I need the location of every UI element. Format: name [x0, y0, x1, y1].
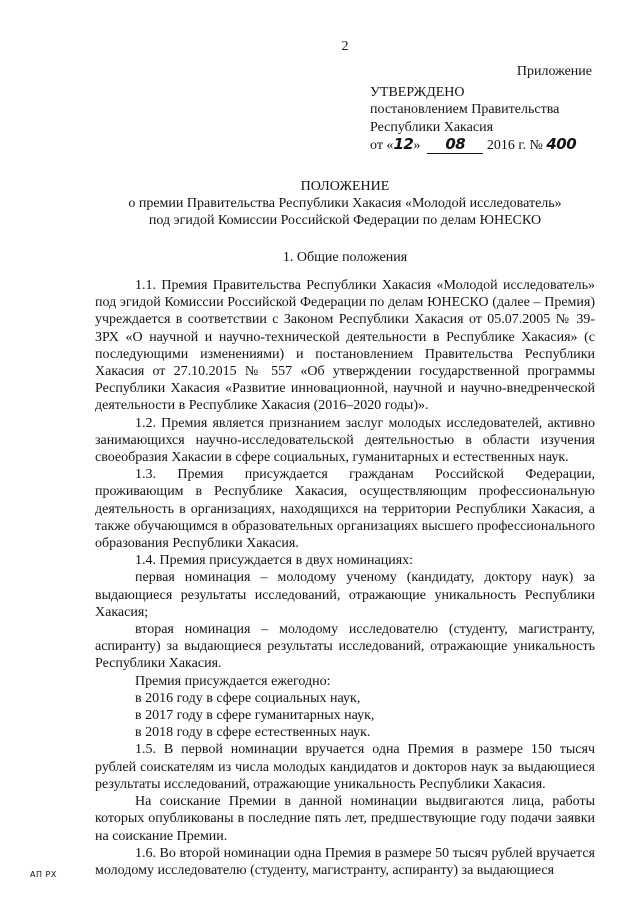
footer-code: АП РХ: [30, 870, 57, 879]
paragraph-1-4: 1.4. Премия присуждается в двух номинациях:: [135, 553, 414, 569]
paragraph-1-3: 1.3. Премия присуждается гражданам Российской Федерации, проживающим в Республике Хакасия, осуществляющим профессиональную деятельность в организациях, находящихся на территории Республики Хакасия, а также обучающимся в образовательных организациях высшего профессионального образования Республики Хакасия.: [95, 467, 595, 552]
date-mid: »: [413, 137, 421, 153]
title-line-1: о премии Правительства Республики Хакасия «Молодой исследователь»: [128, 196, 562, 212]
year-2016-item: в 2016 году в сфере социальных наук,: [135, 690, 361, 706]
handwritten-day: 12: [393, 134, 414, 153]
year-2017-item: в 2017 году в сфере гуманитарных наук,: [135, 708, 375, 724]
paragraph-1-2: 1.2. Премия является признанием заслуг молодых исследователей, активно занимающихся научно-исследовательской деятельностью в области изучения своеобразия Хакасии в сфере социальных, гуманитарных и естественных наук.: [95, 415, 595, 466]
nomination-first: первая номинация – молодому ученому (кандидату, доктору наук) за выдающиеся результаты исследований, отражающие уникальность Республики Хакасия;: [95, 570, 595, 620]
approval-line-1: постановлением Правительства: [370, 102, 560, 118]
nomination-eligibility: На соискание Премии в данной номинации выдвигаются лица, работы которых опубликованы в последние пять лет, предшествующие году подачи заявки на соискание Премии.: [95, 794, 595, 844]
paragraph-1-5: 1.5. В первой номинации вручается одна Премия в размере 150 тысяч рублей соискателям из числа молодых кандидатов и докторов наук за выдающиеся результаты исследований, отражающие уникальность Республики Хакасия.: [95, 742, 595, 792]
handwritten-month: 08: [445, 134, 466, 153]
handwritten-number: 400: [546, 134, 577, 153]
page-number: 2: [341, 39, 349, 54]
date-prefix: от «: [370, 137, 394, 153]
year-text: 2016 г. №: [486, 137, 543, 153]
annual-award-intro: Премия присуждается ежегодно:: [135, 673, 331, 689]
title-line-2: под эгидой Комиссии Российской Федерации по делам ЮНЕСКО: [148, 213, 542, 229]
appendix-block: [200, 63, 592, 154]
approved-heading: УТВЕРЖДЕНО: [370, 85, 465, 101]
month-field: [427, 134, 483, 154]
approval-line-2: Республики Хакасия: [370, 119, 494, 135]
approval-block: [370, 84, 592, 154]
year-2018-item: в 2018 году в сфере естественных наук.: [135, 725, 371, 741]
paragraph-1-6: 1.6. Во второй номинации одна Премия в размере 50 тысяч рублей вручается молодому исследователю (студенту, магистранту, аспиранту) за выдающиеся: [95, 845, 595, 878]
document-title: [95, 178, 595, 230]
approval-date-line: [370, 136, 592, 154]
nomination-second: вторая номинация – молодому исследователю (студенту, магистранту, аспиранту) за выдающиеся результаты исследований, отражающие уникальность Республики Хакасия.: [95, 622, 595, 672]
paragraph-1-1: 1.1. Премия Правительства Республики Хакасия «Молодой исследователь» под эгидой Комиссии Российской Федерации по делам ЮНЕСКО (далее – Премия) учреждается в соответствии с Законом Республики Хакасия от 05.07.2005 № 39-ЗРХ «О научной и научно-технической деятельности в Республике Хакасия» (с последующими изменениями) и постановлением Правительства Республики Хакасия от 27.10.2015 № 557 «Об утверждении государственной программы Республики Хакасия «Развитие инновационной, научной и научно-внедренческой деятельности в Республике Хакасия (2016–2020 годы)».: [95, 278, 595, 414]
title-heading: ПОЛОЖЕНИЕ: [300, 179, 390, 194]
body-text: [95, 272, 595, 879]
appendix-label: Приложение: [516, 64, 592, 79]
section-heading: 1. Общие положения: [282, 250, 408, 265]
